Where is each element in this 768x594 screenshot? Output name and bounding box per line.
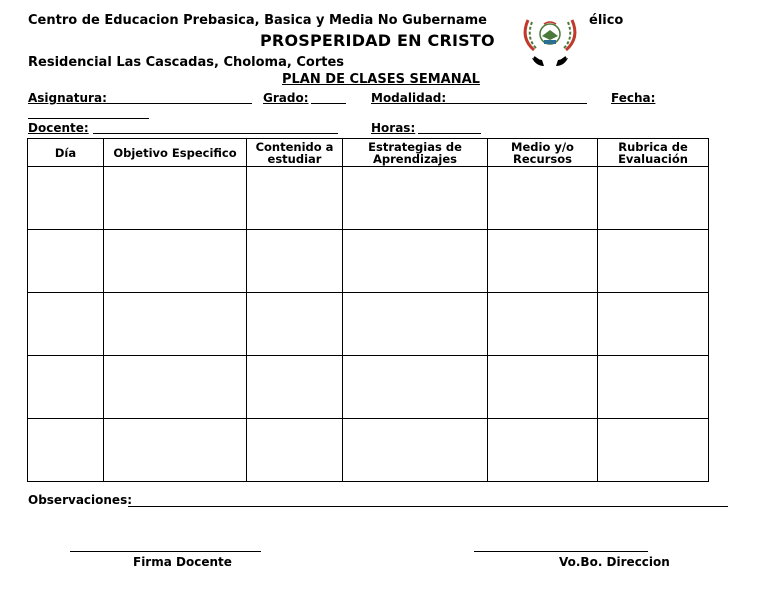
school-crest-icon	[514, 10, 586, 72]
table-header-row	[28, 139, 709, 167]
table-row	[28, 230, 709, 293]
table-cell[interactable]	[488, 356, 598, 419]
table-cell[interactable]	[28, 293, 104, 356]
table-cell[interactable]	[104, 419, 247, 482]
table-cell[interactable]	[343, 356, 488, 419]
table-cell[interactable]	[343, 167, 488, 230]
table-row	[28, 356, 709, 419]
table-cell[interactable]	[343, 293, 488, 356]
grado-label: Grado:	[263, 91, 309, 105]
table-cell[interactable]	[488, 419, 598, 482]
table-cell[interactable]	[247, 356, 343, 419]
table-cell[interactable]	[488, 167, 598, 230]
column-header-contenido: Contenido a estudiar	[247, 139, 343, 167]
column-header-dia: Día	[28, 139, 104, 167]
fecha-label: Fecha:	[611, 91, 656, 105]
fecha-field[interactable]	[28, 118, 149, 119]
modalidad-label: Modalidad:	[371, 91, 447, 105]
table-cell[interactable]	[598, 419, 709, 482]
table-cell[interactable]	[247, 419, 343, 482]
horas-label: Horas:	[371, 121, 416, 135]
table-cell[interactable]	[598, 293, 709, 356]
table-row	[28, 419, 709, 482]
table-cell[interactable]	[598, 356, 709, 419]
table-cell[interactable]	[104, 356, 247, 419]
observaciones-field[interactable]	[128, 506, 728, 507]
table-cell[interactable]	[343, 230, 488, 293]
weekly-plan-table	[27, 138, 709, 482]
table-cell[interactable]	[28, 419, 104, 482]
column-header-rubrica: Rubrica de Evaluación	[598, 139, 709, 167]
asignatura-field[interactable]	[106, 103, 252, 104]
table-cell[interactable]	[488, 230, 598, 293]
table-cell[interactable]	[28, 230, 104, 293]
column-header-objetivo: Objetivo Especifico	[104, 139, 247, 167]
table-cell[interactable]	[598, 167, 709, 230]
firma-docente-line[interactable]	[70, 551, 261, 552]
table-cell[interactable]	[247, 230, 343, 293]
asignatura-label: Asignatura:	[28, 91, 107, 105]
table-cell[interactable]	[247, 167, 343, 230]
table-cell[interactable]	[104, 230, 247, 293]
school-name: PROSPERIDAD EN CRISTO	[260, 31, 495, 50]
table-cell[interactable]	[343, 419, 488, 482]
vobo-direccion-line[interactable]	[474, 551, 648, 552]
table-row	[28, 293, 709, 356]
docente-field[interactable]	[93, 133, 338, 134]
docente-label: Docente:	[28, 121, 89, 135]
modalidad-field[interactable]	[444, 103, 587, 104]
vobo-direccion-label: Vo.Bo. Direccion	[559, 555, 670, 569]
table-cell[interactable]	[28, 356, 104, 419]
firma-docente-label: Firma Docente	[133, 555, 232, 569]
school-line1-end: élico	[589, 13, 624, 28]
table-row	[28, 167, 709, 230]
table-cell[interactable]	[28, 167, 104, 230]
column-header-recursos: Medio y/o Recursos	[488, 139, 598, 167]
school-address: Residencial Las Cascadas, Choloma, Cortes	[28, 55, 344, 70]
school-line1: Centro de Educacion Prebasica, Basica y Media No Gubername	[28, 13, 487, 28]
table-cell[interactable]	[488, 293, 598, 356]
horas-field[interactable]	[418, 133, 481, 134]
grado-field[interactable]	[311, 103, 346, 104]
observaciones-label: Observaciones:	[28, 493, 133, 507]
table-cell[interactable]	[104, 167, 247, 230]
table-cell[interactable]	[247, 293, 343, 356]
column-header-estrategias: Estrategias de Aprendizajes	[343, 139, 488, 167]
table-cell[interactable]	[598, 230, 709, 293]
table-cell[interactable]	[104, 293, 247, 356]
plan-title: PLAN DE CLASES SEMANAL	[282, 72, 480, 87]
